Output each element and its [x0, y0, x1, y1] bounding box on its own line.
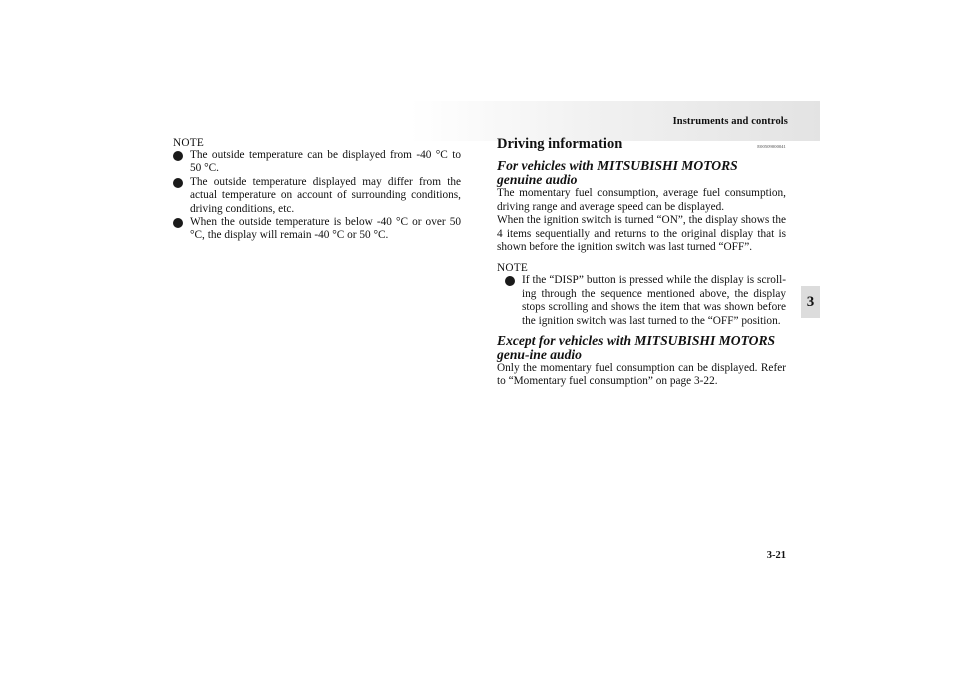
chapter-header-title: Instruments and controls [672, 116, 788, 127]
section-code: E00509000041 [757, 144, 786, 149]
section-title-text: Driving information [497, 136, 623, 152]
note-item [173, 149, 461, 176]
note-list [173, 149, 461, 243]
subheading-genuine-audio: For vehicles with MITSUBISHI MOTORS genuine audio [497, 158, 738, 188]
note-item [173, 216, 461, 243]
bullet-icon [505, 276, 515, 286]
note-text: When the outside temperature is below -40 °C or over 50 °C, the display will remain -40 °C or 50 °C. [190, 216, 461, 242]
paragraph: When the ignition switch is turned “ON”, the display shows the 4 items sequentially and returns to the original display that is shown before the ignition switch was last turned “OFF”. [497, 214, 786, 254]
subheading-non-genuine-audio: Except for vehicles with MITSUBISHI MOTORS genu-ine audio [497, 333, 776, 363]
section-title [497, 138, 786, 153]
note-item [173, 176, 461, 216]
note-text: The outside temperature displayed may differ from the actual temperature on account of surrounding conditions, driving conditions, etc. [190, 175, 461, 215]
note-list [497, 274, 786, 328]
left-column [173, 137, 461, 243]
right-column [497, 137, 786, 389]
bullet-icon [173, 178, 183, 188]
paragraph: Only the momentary fuel consumption can be displayed. Refer to “Momentary fuel consumption” on page 3-22. [497, 362, 786, 388]
note-label: NOTE [173, 137, 204, 149]
note-text: The outside temperature can be displayed from -40 °C to 50 °C. [190, 149, 461, 175]
chapter-tab: 3 [801, 286, 820, 318]
page-number: 3-21 [766, 550, 786, 561]
note-label: NOTE [497, 262, 528, 275]
paragraph: The momentary fuel consumption, average fuel consumption, driving range and average speed can be displayed. [497, 187, 786, 213]
bullet-icon [173, 151, 183, 161]
bullet-icon [173, 218, 183, 228]
note-text: If the “DISP” button is pressed while the display is scroll-ing through the sequence mentioned above, the display stops scrolling and shows the item that was shown before the ignition switch was last turned to the “OFF” position. [522, 274, 786, 327]
note-item [505, 274, 786, 328]
